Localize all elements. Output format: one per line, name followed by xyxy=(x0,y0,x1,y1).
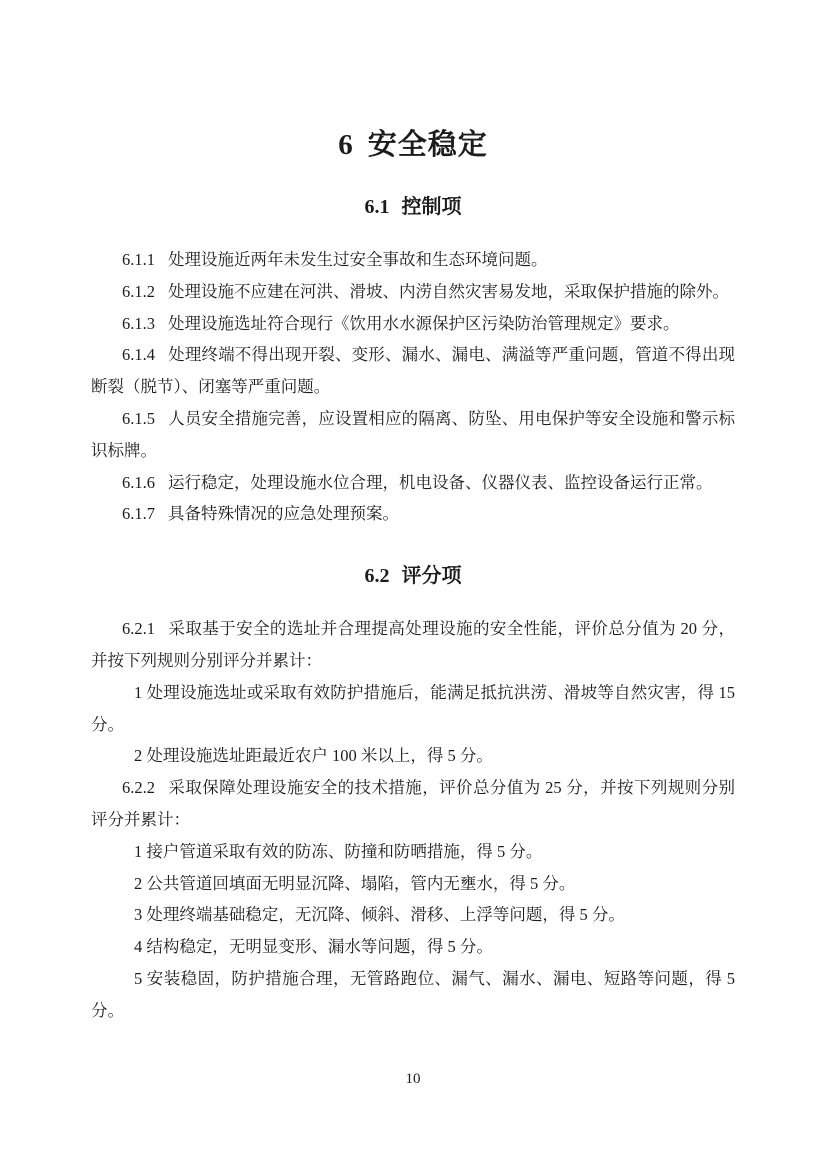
clause-number: 6.1.6 xyxy=(122,472,155,492)
clause-number: 6.2.2 xyxy=(122,778,155,798)
section-title-text: 控制项 xyxy=(401,196,462,218)
clause-paragraph xyxy=(91,403,735,467)
clause-number: 6.1.5 xyxy=(122,408,155,428)
subitem-paragraph: 1 处理设施选址或采取有效防护措施后，能满足抵抗洪涝、滑坡等自然灾害，得 15 分。 xyxy=(91,682,736,734)
clause-paragraph xyxy=(91,498,735,530)
section-title-text: 评分项 xyxy=(401,565,462,588)
clause-text: 处理终端不得出现开裂、变形、漏水、漏电、满溢等严重问题，管道不得出现断裂（脱节）、闭塞等严重问题。 xyxy=(91,345,735,397)
clause-paragraph xyxy=(91,244,735,276)
clause-text: 处理设施选址符合现行《饮用水水源保护区污染防治管理规定》要求。 xyxy=(168,313,680,333)
subitem-paragraph: 5 安装稳固，防护措施合理，无管路跑位、漏气、漏水、漏电、短路等问题，得 5 分。 xyxy=(91,968,735,1020)
clause-number: 6.2.1 xyxy=(122,619,155,639)
subitem-paragraph: 1 接户管道采取有效的防冻、防撞和防晒措施，得 5 分。 xyxy=(134,841,543,861)
clause-paragraph xyxy=(91,308,735,340)
clause-text: 处理设施不应建在河洪、滑坡、内涝自然灾害易发地，采取保护措施的除外。 xyxy=(168,281,729,301)
clause-text: 采取保障处理设施安全的技术措施，评价总分值为 25 分，并按下列规则分别评分并累计： xyxy=(91,778,735,829)
clause-text: 处理设施近两年未发生过安全事故和生态环境问题。 xyxy=(168,250,548,269)
clause-paragraph xyxy=(91,339,735,403)
clause-number: 6.1.1 xyxy=(122,250,155,269)
clause-number: 6.1.7 xyxy=(122,504,155,524)
subitem-paragraph: 3 处理终端基础稳定，无沉降、倾斜、滑移、上浮等问题，得 5 分。 xyxy=(134,905,625,925)
section-number: 6.2 xyxy=(364,565,390,588)
page-title xyxy=(91,0,735,161)
section-body-6-2 xyxy=(91,613,735,1026)
clause-text: 人员安全措施完善，应设置相应的隔离、防坠、用电保护等安全设施和警示标识标牌。 xyxy=(91,408,735,460)
clause-number: 6.1.3 xyxy=(122,313,155,333)
clause-paragraph xyxy=(91,772,735,836)
subitem-paragraph: 2 处理设施选址距最近农户 100 米以上，得 5 分。 xyxy=(134,746,493,766)
section-heading-6-1 xyxy=(91,196,735,219)
chapter-title-text: 安全稳定 xyxy=(367,129,488,161)
clause-text: 具备特殊情况的应急处理预案。 xyxy=(168,504,399,524)
clause-number: 6.1.2 xyxy=(122,281,155,301)
section-heading-6-2 xyxy=(91,565,735,588)
subitem-paragraph: 4 结构稳定，无明显变形、漏水等问题，得 5 分。 xyxy=(134,937,493,957)
clause-paragraph xyxy=(91,613,735,677)
subitem-paragraph: 2 公共管道回填面无明显沉降、塌陷，管内无壅水，得 5 分。 xyxy=(134,873,576,893)
chapter-number: 6 xyxy=(338,129,353,161)
clause-number: 6.1.4 xyxy=(122,345,155,365)
clause-paragraph xyxy=(91,467,735,499)
page-number: 10 xyxy=(405,1071,421,1087)
section-number: 6.1 xyxy=(364,196,390,218)
clause-text: 采取基于安全的选址并合理提高处理设施的安全性能，评价总分值为 20 分，并按下列规则分别评分并累计： xyxy=(91,619,735,670)
clause-text: 运行稳定，处理设施水位合理，机电设备、仪器仪表、监控设备运行正常。 xyxy=(168,472,713,492)
section-body-6-1 xyxy=(91,244,735,530)
clause-paragraph xyxy=(91,276,735,308)
